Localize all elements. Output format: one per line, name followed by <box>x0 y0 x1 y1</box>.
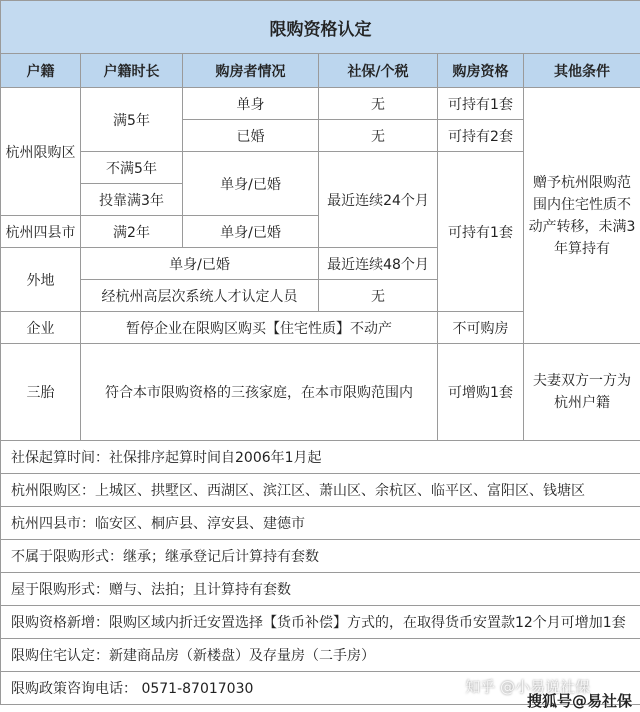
cell-third-child: 三胎 <box>1 344 81 441</box>
header-social-security: 社保/个税 <box>319 54 438 88</box>
header-qualification: 购房资格 <box>438 54 524 88</box>
note-hotline: 限购政策咨询电话： 0571-87017030 <box>1 672 640 705</box>
cell-none: 无 <box>319 88 438 120</box>
cell-single: 单身 <box>183 88 319 120</box>
cell-man5: 满5年 <box>81 88 183 152</box>
cell-waidi: 外地 <box>1 248 81 312</box>
cell-hz-four: 杭州四县市 <box>1 216 81 248</box>
cell-hz-limit: 杭州限购区 <box>1 88 81 216</box>
note-new-qualification: 限购资格新增：限购区域内折迁安置选择【货币补偿】方式的，在取得货币安置款12个月可增加1套 <box>1 606 640 639</box>
header-duration: 户籍时长 <box>81 54 183 88</box>
cell-talent: 经杭州高层次系统人才认定人员 <box>81 280 319 312</box>
cell-buman5: 不满5年 <box>81 152 183 184</box>
note-social-security-start: 社保起算时间：社保排序起算时间自2006年1月起 <box>1 441 640 474</box>
cell-company: 企业 <box>1 312 81 344</box>
cell-single-married: 单身/已婚 <box>183 152 319 216</box>
cell-single-married: 单身/已婚 <box>183 216 319 248</box>
note-four-counties: 杭州四县市：临安区、桐庐县、淳安县、建德市 <box>1 507 640 540</box>
cell-company-qualification: 不可购房 <box>438 312 524 344</box>
cell-single-married: 单身/已婚 <box>81 248 319 280</box>
cell-ss24: 最近连续24个月 <box>319 152 438 248</box>
note-limited-forms: 屋于限购形式：赠与、法拍；且计算持有套数 <box>1 573 640 606</box>
cell-company-desc: 暂停企业在限购区购买【住宅性质】不动产 <box>81 312 438 344</box>
watermark-sohu: 搜狐号@易社保 <box>526 692 632 710</box>
note-not-limited: 不属于限购形式：继承；继承登记后计算持有套数 <box>1 540 640 573</box>
cell-own2: 可持有2套 <box>438 120 524 152</box>
note-limit-districts: 杭州限购区：上城区、拱墅区、西湖区、滨江区、萧山区、余杭区、临平区、富阳区、钱塘区 <box>1 474 640 507</box>
cell-none: 无 <box>319 280 438 312</box>
cell-married: 已婚 <box>183 120 319 152</box>
cell-none: 无 <box>319 120 438 152</box>
cell-man2: 满2年 <box>81 216 183 248</box>
cell-ss48: 最近连续48个月 <box>319 248 438 280</box>
cell-own1b: 可持有1套 <box>438 152 524 312</box>
table-title: 限购资格认定 <box>1 1 640 54</box>
cell-third-condition: 夫妻双方一方为杭州户籍 <box>524 344 640 441</box>
cell-toukao: 投靠满3年 <box>81 184 183 216</box>
watermark-zhihu: 知乎 @小易说社保 <box>465 678 590 696</box>
header-other: 其他条件 <box>524 54 640 88</box>
cell-third-qualification: 可增购1套 <box>438 344 524 441</box>
cell-third-desc: 符合本市限购资格的三孩家庭，在本市限购范围内 <box>81 344 438 441</box>
header-buyer: 购房者情况 <box>183 54 319 88</box>
header-hukou: 户籍 <box>1 54 81 88</box>
cell-other-conditions: 赠予杭州限购范围内住宅性质不动产转移，未满3年算持有 <box>524 88 640 344</box>
cell-own1: 可持有1套 <box>438 88 524 120</box>
note-housing-definition: 限购住宅认定：新建商品房（新楼盘）及存量房（二手房） <box>1 639 640 672</box>
